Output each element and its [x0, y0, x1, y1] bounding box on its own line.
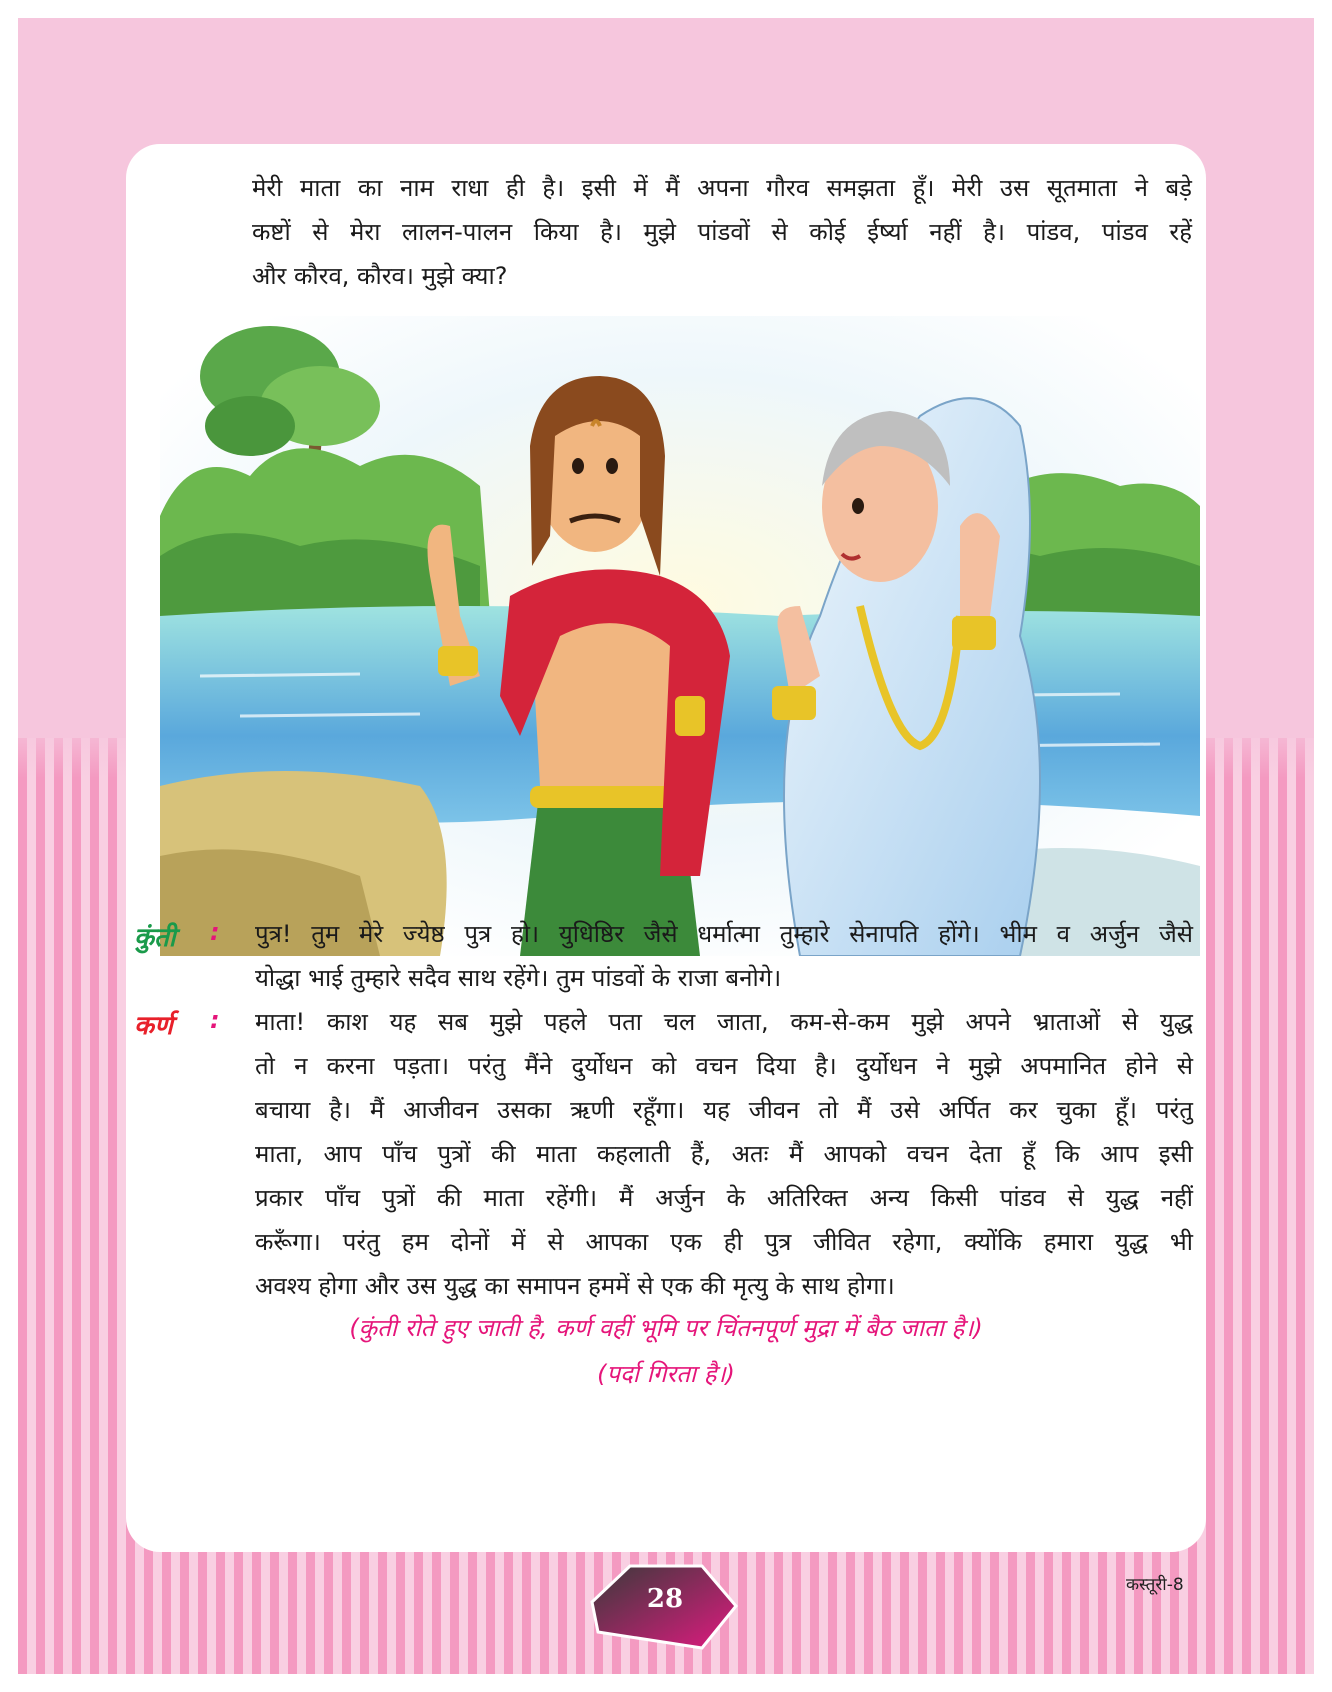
book-label: कस्तूरी-8: [1126, 1575, 1184, 1595]
dialogue-line: बचाया है। मैं आजीवन उसका ऋणी रहूँगा। यह जीवन तो मैं उसे अर्पित कर चुका हूँ। परंतु: [255, 1096, 1193, 1124]
page-number: 28: [646, 1584, 684, 1614]
dialogue-line: माता! काश यह सब मुझे पहले पता चल जाता, कम-से-कम मुझे अपने भ्राताओं से युद्ध: [255, 1008, 1193, 1036]
dialogue-line: अवश्य होगा और उस युद्ध का समापन हममें से एक की मृत्यु के साथ होगा।: [255, 1272, 895, 1300]
dialogue-line: योद्धा भाई तुम्हारे सदैव साथ रहेंगे। तुम पांडवों के राजा बनोगे।: [255, 964, 782, 992]
stage-direction: (पर्दा गिरता है।): [597, 1360, 735, 1388]
speaker-karna: कर्ण: [134, 1011, 173, 1041]
intro-line: और कौरव, कौरव। मुझे क्या?: [252, 262, 508, 290]
intro-line: मेरी माता का नाम राधा ही है। इसी में मैं अपना गौरव समझता हूँ। मेरी उस सूतमाता ने बड़े: [252, 174, 1192, 202]
dialogue-line: माता, आप पाँच पुत्रों की माता कहलाती हैं, अतः मैं आपको वचन देता हूँ कि आप इसी: [255, 1140, 1193, 1168]
page-number-badge: [590, 1562, 740, 1652]
dialogue-line: तो न करना पड़ता। परंतु मैंने दुर्योधन को वचन दिया है। दुर्योधन ने मुझे अपमानित होने से: [255, 1052, 1193, 1080]
dialogue-line: करूँगा। परंतु हम दोनों में से आपका एक ही पुत्र जीवित रहेगा, क्योंकि हमारा युद्ध भी: [255, 1228, 1193, 1256]
dialogue-karna: [255, 1000, 1193, 1308]
speaker-kunti: कुंती: [134, 923, 176, 953]
intro-paragraph: [252, 166, 1192, 298]
stage-direction: (कुंती रोते हुए जाती है, कर्ण वहीं भूमि पर चिंतनपूर्ण मुद्रा में बैठ जाता है।): [349, 1314, 983, 1342]
speaker-colon: :: [210, 918, 220, 946]
karna-kunti-illustration: [160, 316, 1200, 956]
dialogue-line: पुत्र! तुम मेरे ज्येष्ठ पुत्र हो। युधिष्ठिर जैसे धर्मात्मा तुम्हारे सेनापति होंगे। भीम व अर्जुन जैसे: [255, 920, 1193, 948]
dialogue-kunti: [255, 912, 1193, 1000]
dialogue-line: प्रकार पाँच पुत्रों की माता रहेंगी। मैं अर्जुन के अतिरिक्त अन्य किसी पांडव से युद्ध नहीं: [255, 1184, 1193, 1212]
speaker-colon: :: [210, 1006, 220, 1034]
intro-line: कष्टों से मेरा लालन-पालन किया है। मुझे पांडवों से कोई ईर्ष्या नहीं है। पांडव, पांडव रहें: [252, 218, 1192, 246]
